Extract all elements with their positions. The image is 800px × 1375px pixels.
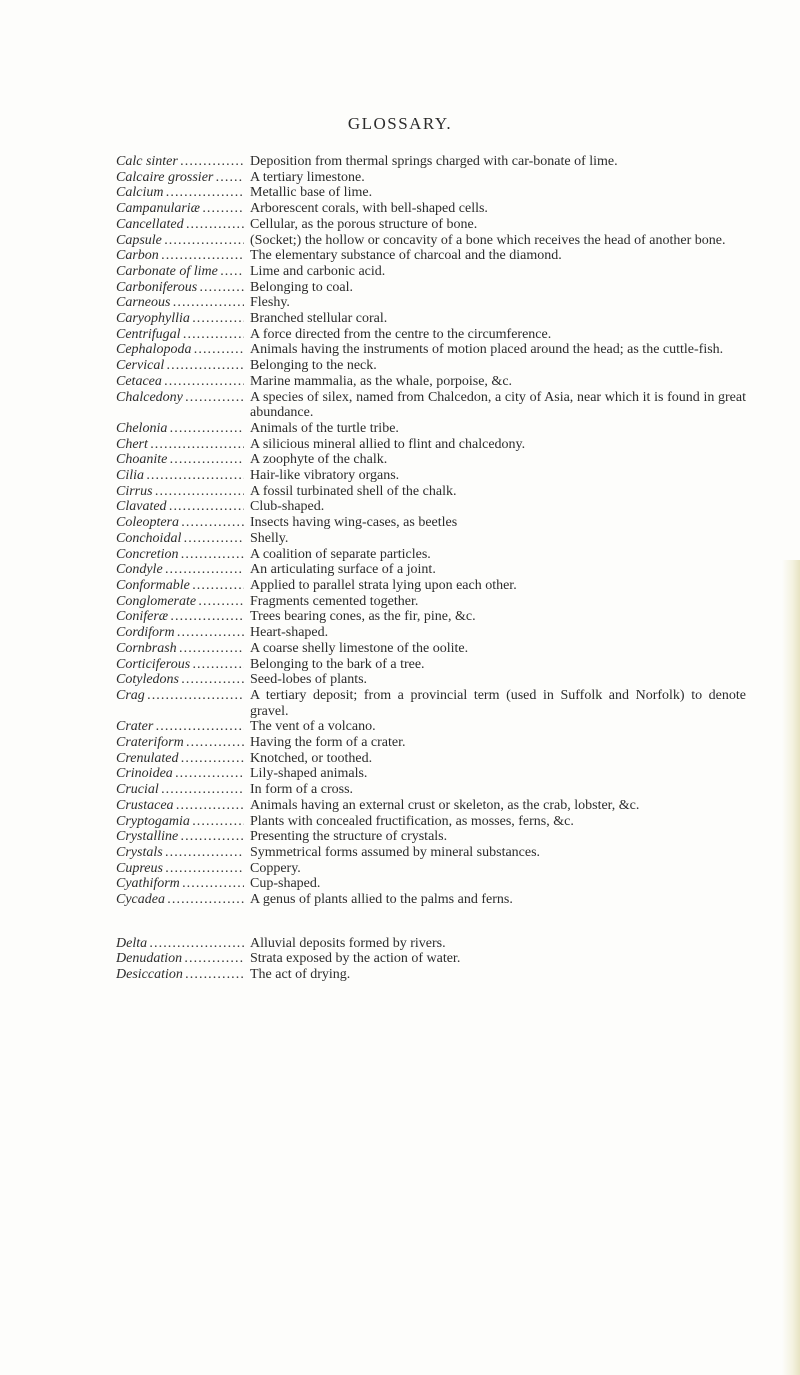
glossary-definition: Presenting the structure of crystals. [250,829,448,845]
glossary-term: Cetacea . . . [116,374,244,390]
glossary-term: Delta . . . [116,936,244,952]
glossary-definition: Cup-shaped. [250,876,321,892]
glossary-term: Capsule . . . [116,233,244,249]
glossary-term: Cervical . . . [116,358,244,374]
glossary-definition: A coalition of separate particles. [250,546,431,562]
glossary-term: Carbonate of lime . . . [116,264,244,280]
glossary-definition: Plants with concealed fructification, as mosses, ferns, &c. [250,813,574,829]
glossary-entry [116,280,746,296]
glossary-definition: Lily-shaped animals. [250,766,368,782]
glossary-entry [116,358,746,374]
glossary-term: Cancellated . . . [116,217,244,233]
glossary-entry [116,641,746,657]
glossary-definition: Belonging to the neck. [250,358,377,374]
glossary-term: Carbon . . . [116,248,244,264]
glossary-definition: Arborescent corals, with bell-shaped cells. [250,201,488,217]
glossary-term: Chalcedony . . . [116,390,244,406]
glossary-term: Crystals . . . [116,845,244,861]
glossary-term: Cilia . . . [116,468,244,484]
glossary-term: Carneous . . . [116,295,244,311]
glossary-term: Denudation . . . [116,951,244,967]
glossary-term: Crateriform . . . [116,735,244,751]
glossary-term: Campanulariæ . . . [116,201,244,217]
glossary-term: Conformable . . . [116,578,244,594]
glossary-entry [116,499,746,515]
glossary-entry [116,327,746,343]
glossary-definition: Animals having an external crust or skeleton, as the crab, lobster, &c. [250,797,640,813]
glossary-entry [116,845,746,861]
glossary-definition: Shelly. [250,530,289,546]
glossary-entry [116,562,746,578]
glossary-term: Centrifugal . . . [116,327,244,343]
glossary-entry [116,452,746,468]
glossary-entry [116,468,746,484]
glossary-term: Coniferæ . . . [116,609,244,625]
glossary-term: Crucial . . . [116,782,244,798]
glossary-term: Crinoidea . . . [116,766,244,782]
glossary-definition: Heart-shaped. [250,625,329,641]
glossary-term: Condyle . . . [116,562,244,578]
glossary-term: Choanite . . . [116,452,244,468]
glossary-term: Crystalline . . . [116,829,244,845]
glossary-definition: A coarse shelly limestone of the oolite. [250,640,469,656]
glossary-entry [116,295,746,311]
glossary-list [116,154,746,983]
glossary-entry [116,798,746,814]
glossary-definition: Coppery. [250,860,301,876]
glossary-entry [116,936,746,952]
glossary-entry [116,248,746,264]
glossary-entry [116,374,746,390]
glossary-entry [116,967,746,983]
page-title: GLOSSARY. [347,114,453,133]
glossary-definition: Trees bearing cones, as the fir, pine, &c. [250,609,476,625]
glossary-definition: Applied to parallel strata lying upon each other. [250,577,517,593]
glossary-definition: Branched stellular coral. [250,311,388,327]
glossary-entry [116,766,746,782]
glossary-term: Calcaire grossier . . . [116,170,244,186]
glossary-entry [116,201,746,217]
glossary-definition: Belonging to coal. [250,279,354,295]
glossary-entry [116,547,746,563]
glossary-entry [116,782,746,798]
glossary-entry [116,217,746,233]
glossary-definition: Fleshy. [250,295,290,311]
glossary-definition: Symmetrical forms assumed by mineral substances. [250,844,541,860]
glossary-entry [116,657,746,673]
glossary-entry [116,484,746,500]
glossary-term: Carboniferous . . . [116,280,244,296]
glossary-entry [116,951,746,967]
glossary-term: Crag . . . [116,688,244,704]
glossary-entry [116,531,746,547]
glossary-term: Cotyledons . . . [116,672,244,688]
glossary-definition: A tertiary deposit; from a provincial term (used in Suffolk and Norfolk) to denote gravel. [250,687,746,719]
glossary-entry [116,515,746,531]
glossary-definition: Belonging to the bark of a tree. [250,656,425,672]
glossary-term: Cordiform . . . [116,625,244,641]
glossary-term: Cornbrash . . . [116,641,244,657]
glossary-definition: Lime and carbonic acid. [250,263,386,279]
glossary-definition: Knotched, or toothed. [250,750,373,766]
glossary-term: Cephalopoda . . . [116,342,244,358]
glossary-definition: A fossil turbinated shell of the chalk. [250,483,457,499]
glossary-definition: Metallic base of lime. [250,185,373,201]
glossary-definition: A silicious mineral allied to flint and chalcedony. [250,436,526,452]
glossary-definition: Deposition from thermal springs charged with car-bonate of lime. [250,154,618,169]
glossary-term: Chert . . . [116,437,244,453]
glossary-definition: Fragments cemented together. [250,593,419,609]
glossary-term: Caryophyllia . . . [116,311,244,327]
page-edge-shading [782,560,800,1375]
glossary-definition: Having the form of a crater. [250,735,406,751]
glossary-entry [116,233,746,249]
glossary-definition: Alluvial deposits formed by rivers. [250,935,446,951]
glossary-definition: Cellular, as the porous structure of bone. [250,216,478,232]
glossary-entry [116,594,746,610]
glossary-term: Desiccation . . . [116,967,244,983]
glossary-term: Cyathiform . . . [116,876,244,892]
glossary-definition: Marine mammalia, as the whale, porpoise, &c. [250,373,513,389]
glossary-definition: A species of silex, named from Chalcedon, a city of Asia, near which it is found in great abundance. [250,389,746,421]
glossary-term: Coleoptera . . . [116,515,244,531]
glossary-entry [116,625,746,641]
glossary-definition: Club-shaped. [250,499,325,515]
glossary-term: Corticiferous . . . [116,657,244,673]
glossary-definition: Seed-lobes of plants. [250,672,368,688]
glossary-entry [116,342,746,358]
glossary-entry [116,421,746,437]
glossary-entry [116,578,746,594]
glossary-entry [116,264,746,280]
glossary-definition: A force directed from the centre to the circumference. [250,326,552,342]
glossary-definition: Animals having the instruments of motion placed around the head; as the cuttle-fish. [250,342,724,358]
glossary-term: Crustacea . . . [116,798,244,814]
glossary-entry [116,892,746,908]
glossary-term: Crenulated . . . [116,751,244,767]
glossary-definition: A zoophyte of the chalk. [250,452,388,468]
glossary-entry [116,688,746,719]
glossary-term: Conchoidal . . . [116,531,244,547]
glossary-definition: A tertiary limestone. [250,169,365,185]
glossary-term: Cycadea . . . [116,892,244,908]
glossary-definition: A genus of plants allied to the palms and ferns. [250,892,513,908]
glossary-entry [116,154,746,170]
glossary-entry [116,437,746,453]
glossary-definition: Strata exposed by the action of water. [250,951,461,967]
glossary-entry [116,861,746,877]
glossary-definition: Animals of the turtle tribe. [250,420,399,436]
glossary-entry [116,311,746,327]
glossary-entry [116,829,746,845]
glossary-definition: The act of drying. [250,967,351,983]
glossary-term: Cryptogamia . . . [116,814,244,830]
glossary-entry [116,609,746,625]
glossary-entry [116,751,746,767]
glossary-definition: Hair-like vibratory organs. [250,468,400,484]
glossary-definition: An articulating surface of a joint. [250,562,436,578]
glossary-term: Chelonia . . . [116,421,244,437]
glossary-definition: The vent of a volcano. [250,719,376,735]
glossary-entry [116,719,746,735]
glossary-term: Calc sinter . . . [116,154,244,170]
glossary-term: Calcium . . . [116,185,244,201]
glossary-entry [116,390,746,421]
glossary-definition: Insects having wing-cases, as beetles [250,515,458,531]
glossary-term: Cupreus . . . [116,861,244,877]
glossary-term: Clavated . . . [116,499,244,515]
glossary-entry [116,735,746,751]
glossary-entry [116,185,746,201]
glossary-term: Concretion . . . [116,547,244,563]
glossary-term: Conglomerate . . . [116,594,244,610]
glossary-entry [116,672,746,688]
glossary-definition: The elementary substance of charcoal and the diamond. [250,248,562,264]
glossary-entry [116,170,746,186]
glossary-definition: In form of a cross. [250,782,354,798]
glossary-entry [116,814,746,830]
glossary-entry [116,876,746,892]
glossary-term: Crater . . . [116,719,244,735]
glossary-definition: (Socket;) the hollow or concavity of a bone which receives the head of another bone. [250,232,726,248]
glossary-term: Cirrus . . . [116,484,244,500]
